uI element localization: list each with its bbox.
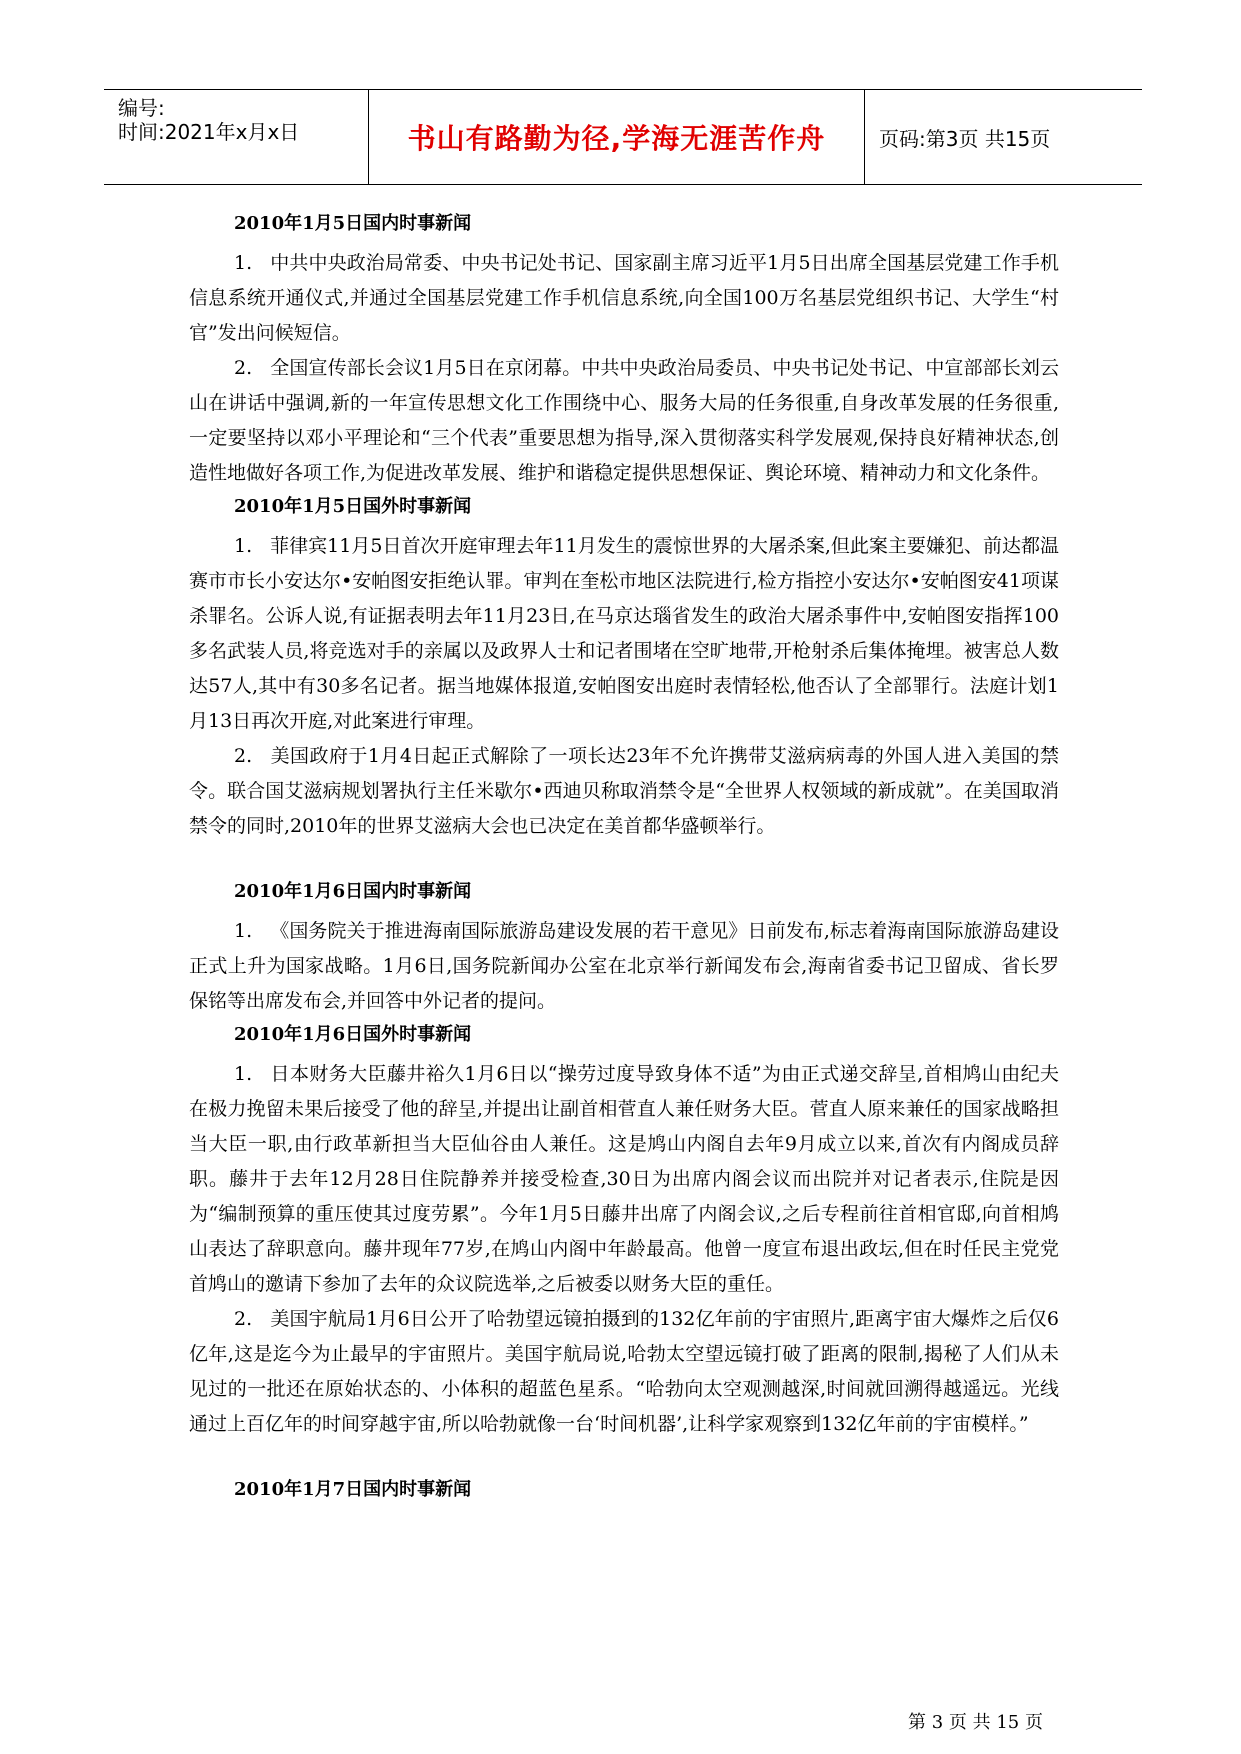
header-motto: 书山有路勤为径,学海无涯苦作舟 [407, 122, 826, 155]
header-motto-cell [369, 90, 865, 184]
item-number: 1. [234, 535, 253, 557]
section-heading: 2010年1月6日国外时事新闻 [234, 1024, 472, 1045]
news-item [189, 351, 1059, 491]
news-item [189, 739, 1059, 844]
item-number: 1. [234, 1063, 253, 1085]
item-text: 菲律宾11月5日首次开庭审理去年11月发生的震惊世界的大屠杀案,但此案主要嫌犯、前达都温赛市市长小安达尔•安帕图安拒绝认罪。审判在奎松市地区法院进行,检方指控小安达尔•安帕图安41项谋杀罪名。公诉人说,有证据表明去年11月23日,在马京达瑙省发生的政治大屠杀事件中,安帕图安指挥100多名武装人员,将竞选对手的亲属以及政界人士和记者围堵在空旷地带,开枪射杀后集体掩埋。被害总人数达57人,其中有30多名记者。据当地媒体报道,安帕图安出庭时表情轻松,他否认了全部罪行。法庭计划1月13日再次开庭,对此案进行审理。 [189, 535, 1059, 732]
item-text: 《国务院关于推进海南国际旅游岛建设发展的若干意见》日前发布,标志着海南国际旅游岛建设正式上升为国家战略。1月6日,国务院新闻办公室在北京举行新闻发布会,海南省委书记卫留成、省长罗保铭等出席发布会,并回答中外记者的提问。 [189, 920, 1059, 1012]
document-number-label: 编号: [118, 96, 165, 120]
section-heading: 2010年1月5日国内时事新闻 [234, 213, 472, 234]
item-number: 2. [234, 357, 253, 379]
section-heading: 2010年1月5日国外时事新闻 [234, 496, 472, 517]
item-text: 美国政府于1月4日起正式解除了一项长达23年不允许携带艾滋病病毒的外国人进入美国的禁令。联合国艾滋病规划署执行主任米歇尔•西迪贝称取消禁令是“全世界人权领域的新成就”。在美国取消禁令的同时,2010年的世界艾滋病大会也已决定在美首都华盛顿举行。 [189, 745, 1059, 837]
item-number: 2. [234, 745, 253, 767]
item-number: 2. [234, 1308, 253, 1330]
item-text: 中共中央政治局常委、中央书记处书记、国家副主席习近平1月5日出席全国基层党建工作手机信息系统开通仪式,并通过全国基层党建工作手机信息系统,向全国100万名基层党组织书记、大学生“村官”发出问候短信。 [189, 252, 1059, 344]
item-text: 美国宇航局1月6日公开了哈勃望远镜拍摄到的132亿年前的宇宙照片,距离宇宙大爆炸之后仅6亿年,这是迄今为止最早的宇宙照片。美国宇航局说,哈勃太空望远镜打破了距离的限制,揭秘了人们从未见过的一批还在原始状态的、小体积的超蓝色星系。“哈勃向太空观测越深,时间就回溯得越遥远。光线通过上百亿年的时间穿越宇宙,所以哈勃就像一台‘时间机器’,让科学家观察到132亿年前的宇宙模样。” [189, 1308, 1059, 1435]
document-header [104, 89, 1142, 185]
section-heading: 2010年1月6日国内时事新闻 [234, 881, 472, 902]
header-page-cell [865, 90, 1142, 184]
item-text: 日本财务大臣藤井裕久1月6日以“操劳过度导致身体不适”为由正式递交辞呈,首相鸠山由纪夫在极力挽留未果后接受了他的辞呈,并提出让副首相菅直人兼任财务大臣。菅直人原来兼任的国家战略担当大臣一职,由行政革新担当大臣仙谷由人兼任。这是鸠山内阁自去年9月成立以来,首次有内阁成员辞职。藤井于去年12月28日住院静养并接受检查,30日为出席内阁会议而出院并对记者表示,住院是因为“编制预算的重压使其过度劳累”。今年1月5日藤井出席了内阁会议,之后专程前往首相官邸,向首相鸠山表达了辞职意向。藤井现年77岁,在鸠山内阁中年龄最高。他曾一度宣布退出政坛,但在时任民主党党首鸠山的邀请下参加了去年的众议院选举,之后被委以财务大臣的重任。 [189, 1063, 1059, 1295]
document-body [189, 210, 1059, 1512]
page-footer: 第 3 页 共 15 页 [908, 1712, 1043, 1733]
news-item [189, 1302, 1059, 1442]
item-number: 1. [234, 252, 253, 274]
news-item [189, 529, 1059, 739]
section-heading: 2010年1月7日国内时事新闻 [234, 1479, 472, 1500]
news-item [189, 914, 1059, 1019]
section-spacer [189, 844, 1059, 878]
header-meta-cell [104, 90, 369, 184]
header-page-info: 页码:第3页 共15页 [879, 126, 1051, 151]
news-item [189, 1057, 1059, 1302]
news-item [189, 246, 1059, 351]
item-number: 1. [234, 920, 253, 942]
document-time-label: 时间:2021年x月x日 [118, 120, 300, 144]
item-text: 全国宣传部长会议1月5日在京闭幕。中共中央政治局委员、中央书记处书记、中宣部部长刘云山在讲话中强调,新的一年宣传思想文化工作围绕中心、服务大局的任务很重,自身改革发展的任务很重,一定要坚持以邓小平理论和“三个代表”重要思想为指导,深入贯彻落实科学发展观,保持良好精神状态,创造性地做好各项工作,为促进改革发展、维护和谐稳定提供思想保证、舆论环境、精神动力和文化条件。 [189, 357, 1059, 484]
section-spacer [189, 1442, 1059, 1476]
